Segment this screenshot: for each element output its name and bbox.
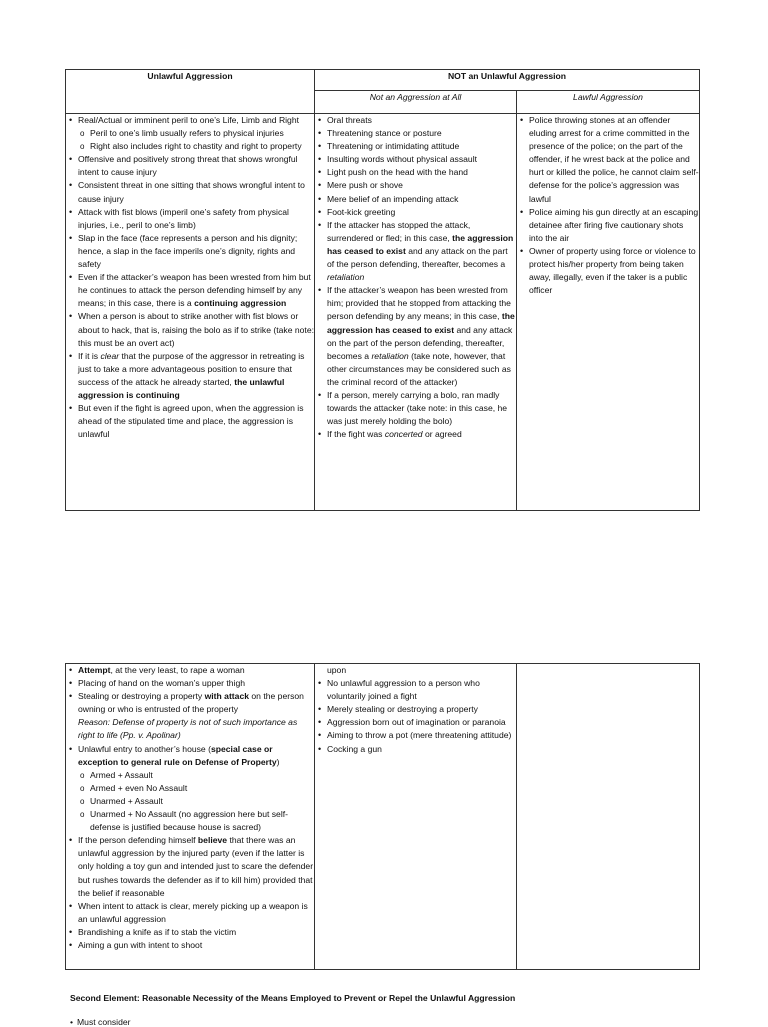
list-item: • If the fight was concerted or agreed	[315, 428, 516, 441]
list-item: • Attack with fist blows (imperil one’s safety from physical injuries, i.e., peril to one’s limb)	[66, 206, 314, 232]
list-item: • Merely stealing or destroying a property	[315, 703, 516, 716]
sub-list-item: o Unarmed + Assault	[66, 795, 314, 808]
list-item: • Aiming a gun with intent to shoot	[66, 939, 314, 952]
list-item: • Police throwing stones at an offender eluding arrest for a crime committed in the presence of the police; on the part of the offender, if he wrest back at the police and hurt or killed the police, he cannot claim self-defense for the police’s aggression was lawful	[517, 114, 699, 206]
sub-list-item: o Peril to one’s limb usually refers to physical injuries	[66, 127, 314, 140]
sub-list-item: o Unarmed + No Assault (no aggression here but self-defense is justified because house is sacred)	[66, 808, 314, 834]
list-item: • If the person defending himself believe that there was an unlawful aggression by the injured party (even if the latter is only holding a toy gun and intended just to scare the defender but rushes towards the defender as if to kill him) provided that the belief if reasonable	[66, 834, 314, 899]
list-item: • Slap in the face (face represents a person and his dignity; hence, a slap in the face imperils one’s dignity, rights and safety	[66, 232, 314, 271]
header-unlawful-aggression: Unlawful Aggression	[66, 70, 315, 114]
list-item: • Even if the attacker’s weapon has been wrested from him but he continues to attack the person defending himself by any means; in this case, there is a continuing aggression	[66, 271, 314, 310]
list-item: • Owner of property using force or violence to protect his/her property from being taken away, illegally, even if the taker is a public officer	[517, 245, 699, 297]
not-an-aggression-cell	[315, 114, 517, 511]
list-item: • Brandishing a knife as if to stab the victim	[66, 926, 314, 939]
list-item: • Placing of hand on the woman’s upper thigh	[66, 677, 314, 690]
list-item: • Foot-kick greeting	[315, 206, 516, 219]
sub-list-item: o Armed + even No Assault	[66, 782, 314, 795]
continued-text: upon	[327, 665, 347, 675]
aggression-table-page-2	[65, 663, 700, 970]
second-element-heading: Second Element: Reasonable Necessity of the Means Employed to Prevent or Repel the Unlawful Aggression	[70, 993, 516, 1003]
list-item: • If the attacker’s weapon has been wrested from him; provided that he stopped from attacking the person defending by any means; in this case, the aggression has ceased to exist and any attack on the part of the person defending, thereafter, becomes a retaliation (take note, however, that other circumstances may be considered such as the criminal record of the attacker)	[315, 284, 516, 389]
list-item: • When a person is about to strike another with fist blows or about to hack, that is, raising the bolo as if to strike (take note: this must be an overt act)	[66, 310, 314, 349]
sub-list-item: o Armed + Assault	[66, 769, 314, 782]
list-item: • No unlawful aggression to a person who voluntarily joined a fight	[315, 677, 516, 703]
list-item: • Mere push or shove	[315, 179, 516, 192]
list-item: • Oral threats	[315, 114, 516, 127]
list-item: • Consistent threat in one sitting that shows wrongful intent to cause injury	[66, 179, 314, 205]
list-item: • But even if the fight is agreed upon, when the aggression is ahead of the stipulated time and place, the aggression is unlawful	[66, 402, 314, 441]
list-item: • Light push on the head with the hand	[315, 166, 516, 179]
unlawful-aggression-cell	[66, 114, 315, 511]
cut-off-bullet: • Must consider	[70, 1017, 131, 1027]
list-item: • Aiming to throw a pot (mere threatening attitude)	[315, 729, 516, 742]
list-item: • Aggression born out of imagination or paranoia	[315, 716, 516, 729]
not-an-aggression-cell-continued	[315, 664, 517, 970]
list-item: • If it is clear that the purpose of the aggressor in retreating is just to take a more advantageous position to ensure that success of the attack he already started, the unlawful aggression is continuing	[66, 350, 314, 402]
lawful-aggression-cell-continued	[517, 664, 700, 970]
list-item: • Cocking a gun	[315, 743, 516, 756]
header-not-unlawful-aggression: NOT an Unlawful Aggression	[315, 70, 700, 91]
header-not-an-aggression: Not an Aggression at All	[315, 91, 517, 114]
header-lawful-aggression: Lawful Aggression	[517, 91, 700, 114]
list-item: • Mere belief of an impending attack	[315, 193, 516, 206]
aggression-table-page-1	[65, 69, 700, 511]
list-item: • Attempt, at the very least, to rape a woman	[66, 664, 314, 677]
list-item: • Stealing or destroying a property with attack on the person owning or who is entrusted of the property Reason: Defense of property is not of such importance as right to life (Pp. v. Apolinar)	[66, 690, 314, 742]
list-item: • Offensive and positively strong threat that shows wrongful intent to cause injury	[66, 153, 314, 179]
list-item: • Threatening or intimidating attitude	[315, 140, 516, 153]
list-item: • If a person, merely carrying a bolo, ran madly towards the attacker (take note: in this case, he was just merely holding the bolo)	[315, 389, 516, 428]
list-item: • Real/Actual or imminent peril to one’s Life, Limb and Right	[66, 114, 314, 127]
list-item: • When intent to attack is clear, merely picking up a weapon is an unlawful aggression	[66, 900, 314, 926]
list-item: • Insulting words without physical assault	[315, 153, 516, 166]
list-item: • Threatening stance or posture	[315, 127, 516, 140]
unlawful-aggression-cell-continued	[66, 664, 315, 970]
lawful-aggression-cell	[517, 114, 700, 511]
sub-list-item: o Right also includes right to chastity and right to property	[66, 140, 314, 153]
list-item: • If the attacker has stopped the attack, surrendered or fled; in this case, the aggression has ceased to exist and any attack on the part of the person defending, thereafter, becomes a retaliation	[315, 219, 516, 284]
list-item: • Unlawful entry to another’s house (special case or exception to general rule on Defense of Property)	[66, 743, 314, 769]
list-item: • Police aiming his gun directly at an escaping detainee after firing five cautionary shots into the air	[517, 206, 699, 245]
